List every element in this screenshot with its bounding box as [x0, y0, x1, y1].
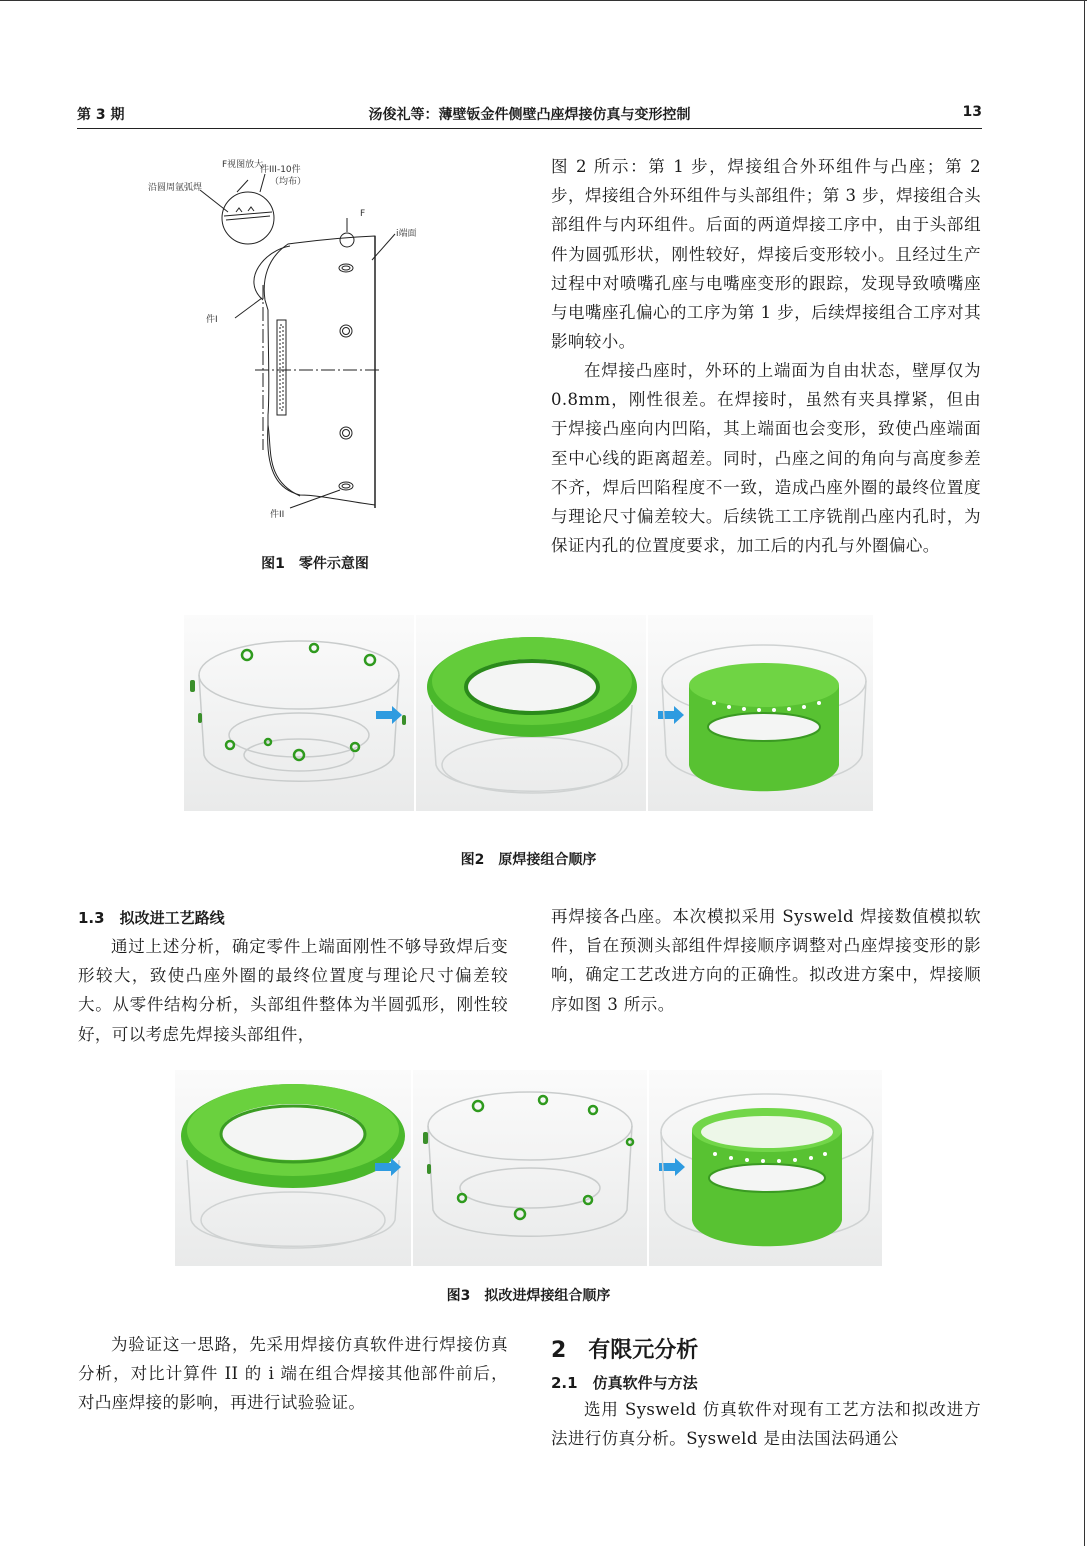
header-rule — [77, 128, 982, 129]
label-weld-note: 沿圆周氩弧焊 — [148, 183, 203, 193]
running-header — [77, 104, 982, 126]
label-part1: 件I — [206, 315, 218, 325]
right-col-paragraph-1: 图 2 所示：第 1 步，焊接组合外环组件与凸座；第 2 步，焊接组合外环组件与头部组件；第 3 步，焊接组合头部组件与内环组件。后面的两道焊接工序中，由于头部组件为圆弧形状，刚性较好，焊接后变形较小。且经过生产过程中对喷嘴孔座与电嘴座变形的跟踪，发现导致喷嘴座与电嘴座孔偏心的工序为第 1 步，后续焊接组合工序对其影响较小。 — [551, 157, 981, 352]
figure2-render — [184, 615, 873, 811]
arrow-icon — [658, 706, 684, 724]
page-top-border — [0, 0, 1087, 1]
page-number: 13 — [962, 104, 982, 120]
label-f-view: F视图放大 — [222, 160, 264, 170]
f-marker-circle — [340, 233, 354, 247]
arrow-icon — [376, 706, 402, 724]
section-2-1-paragraph: 选用 Sysweld 仿真软件对现有工艺方法和拟改进方法进行仿真分析。Sysweld 是由法国法码通公 — [551, 1400, 981, 1449]
figure3-render — [175, 1070, 882, 1266]
section-2-heading: 2 有限元分析 — [551, 1338, 699, 1363]
section-2-1-heading: 2.1 仿真软件与方法 — [551, 1374, 698, 1392]
label-part3: 件III-10件 — [260, 165, 301, 175]
figure3-caption: 图3 拟改进焊接组合顺序 — [446, 1288, 611, 1304]
bottom-left-paragraph: 为验证这一思路，先采用焊接仿真软件进行焊接仿真分析，对比计算件 II 的 i 端在组合焊接其他部件前后，对凸座焊接的影响，再进行试验验证。 — [78, 1335, 508, 1413]
label-f-mark: F — [360, 209, 366, 219]
running-title: 汤俊礼等：薄壁钣金件侧壁凸座焊接仿真与变形控制 — [368, 107, 691, 123]
figure2-caption: 图2 原焊接组合顺序 — [460, 852, 597, 868]
section-1-3-right-paragraph: 再焊接各凸座。本次模拟采用 Sysweld 焊接数值模拟软件，旨在预测头部组件焊接顺序调整对凸座焊接变形的影响，确定工艺改进方向的正确性。拟改进方案中，焊接顺序如图 3 所示。 — [551, 907, 981, 1014]
section-1-3-left-paragraph: 通过上述分析，确定零件上端面刚性不够导致焊后变形较大，致使凸座外圈的最终位置度与理论尺寸偏差较大。从零件结构分析，头部组件整体为半圆弧形，刚性较好，可以考虑先焊接头部组件， — [78, 937, 508, 1044]
label-i-end: i端面 — [396, 229, 417, 239]
figure2-image — [184, 615, 873, 811]
figure1-drawing — [140, 150, 430, 530]
page-right-border — [1084, 0, 1085, 1546]
figure3-image — [175, 1070, 882, 1266]
figure1-caption: 图1 零件示意图 — [261, 556, 369, 572]
right-col-paragraph-2: 在焊接凸座时，外环的上端面为自由状态，壁厚仅为 0.8mm，刚性很差。在焊接时，虽然有夹具撑紧，但由于焊接凸座向内凹陷，其上端面也会变形，致使凸座端面至中心线的距离超差。同时，凸座之间的角向与高度参差不齐，焊后凹陷程度不一致，造成凸座外圈的最终位置度与理论尺寸偏差较大。后续铣工工序铣削凸座内孔时，为保证内孔的位置度要求，加工后的内孔与外圈偏心。 — [551, 361, 981, 556]
section-1-3-heading: 1.3 拟改进工艺路线 — [78, 909, 225, 927]
label-part3-note: （均布） — [270, 177, 307, 187]
label-part2: 件II — [270, 510, 285, 520]
issue-number: 第 3 期 — [77, 107, 125, 123]
